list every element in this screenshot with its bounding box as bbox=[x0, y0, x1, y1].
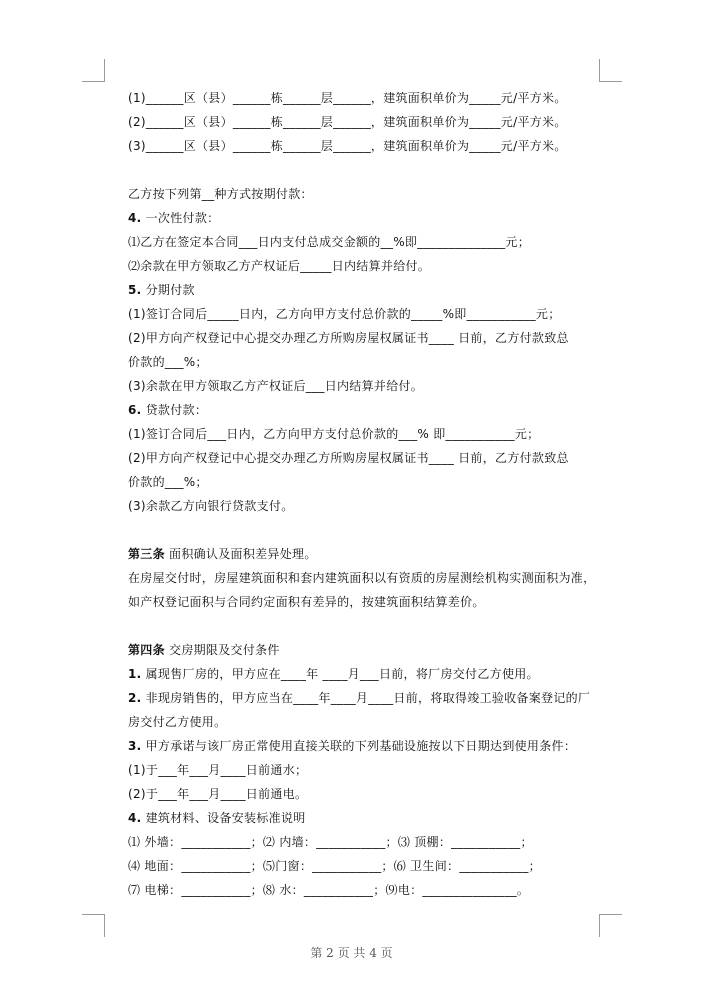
document-line: (2)于___年___月____日前通电。 bbox=[128, 787, 308, 801]
document-line bbox=[128, 686, 591, 710]
blank-line bbox=[128, 518, 578, 542]
section-heading-prefix: 5. bbox=[128, 283, 142, 297]
document-line bbox=[128, 638, 578, 662]
line-text: 建筑材料、设备安装标准说明 bbox=[141, 811, 306, 825]
document-line: ⑵余款在甲方领取乙方产权证后_____日内结算并给付。 bbox=[128, 259, 431, 273]
document-line: 如产权登记面积与合同约定面积有差异的，按建筑面积结算差价。 bbox=[128, 595, 485, 609]
document-line: ⑷ 地面：___________；⑸门窗：___________；⑹ 卫生间：___________； bbox=[128, 859, 541, 873]
document-line bbox=[128, 542, 578, 566]
document-line: 房交付乙方使用。 bbox=[128, 715, 227, 729]
document-line: 乙方按下列第__种方式按期付款： bbox=[128, 187, 313, 201]
document-line bbox=[128, 662, 578, 686]
document-line: (3)______区（县）______栋______层______，建筑面积单价为_____元/平方米。 bbox=[128, 139, 567, 153]
document-line: ⑴ 外墙：___________；⑵ 内墙：___________；⑶ 顶棚：___________； bbox=[128, 835, 533, 849]
document-line bbox=[128, 734, 578, 758]
line-text: 属现售厂房的，甲方应在____年 ____月___日前，将厂房交付乙方使用。 bbox=[141, 667, 539, 681]
line-text: 分期付款 bbox=[141, 283, 195, 297]
document-line: (3)余款在甲方领取乙方产权证后___日内结算并给付。 bbox=[128, 379, 424, 393]
crop-mark-bottom-left bbox=[82, 914, 105, 937]
document-line: (1)______区（县）______栋______层______，建筑面积单价为_____元/平方米。 bbox=[128, 91, 567, 105]
document-line bbox=[128, 278, 578, 302]
document-line: ⑴乙方在签定本合同___日内支付总成交金额的__%即______________元； bbox=[128, 235, 531, 249]
page-footer bbox=[0, 944, 703, 961]
document-line: (1)签订合同后___日内，乙方向甲方支付总价款的___% 即___________元； bbox=[128, 427, 540, 441]
document-line: ⑺ 电梯：___________；⑻ 水：___________；⑼电：_______________。 bbox=[128, 883, 530, 897]
crop-mark-top-left bbox=[82, 59, 105, 82]
document-line: (2)甲方向产权登记中心提交办理乙方所购房屋权属证书____ 日前，乙方付款致总 bbox=[128, 451, 569, 465]
line-text: 非现房销售的，甲方应当在____年____月____日前，将取得竣工验收备案登记的厂 bbox=[141, 691, 591, 705]
crop-mark-bottom-right bbox=[599, 914, 622, 937]
document-line: (2)甲方向产权登记中心提交办理乙方所购房屋权属证书____ 日前，乙方付款致总 bbox=[128, 331, 569, 345]
document-line: (2)______区（县）______栋______层______，建筑面积单价为_____元/平方米。 bbox=[128, 115, 567, 129]
line-text: 面积确认及面积差异处理。 bbox=[164, 547, 317, 561]
document-line: (1)签订合同后_____日内，乙方向甲方支付总价款的_____%即___________元； bbox=[128, 307, 561, 321]
line-text: 一次性付款： bbox=[141, 211, 220, 225]
blank-line bbox=[128, 158, 578, 182]
document-body bbox=[128, 86, 596, 902]
section-heading-prefix: 3. bbox=[128, 739, 142, 753]
section-heading-prefix: 6. bbox=[128, 403, 142, 417]
section-heading-prefix: 第四条 bbox=[128, 643, 165, 657]
page-number-label: 第 2 页 共 4 页 bbox=[310, 946, 393, 960]
section-heading-prefix: 第三条 bbox=[128, 547, 165, 561]
document-line bbox=[128, 398, 578, 422]
line-text: 贷款付款： bbox=[141, 403, 208, 417]
line-text: 甲方承诺与该厂房正常使用直接关联的下列基础设施按以下日期达到使用条件： bbox=[141, 739, 577, 753]
document-line bbox=[128, 806, 578, 830]
document-line: 价款的___%； bbox=[128, 475, 208, 489]
section-heading-prefix: 4. bbox=[128, 811, 142, 825]
crop-mark-top-right bbox=[599, 59, 622, 82]
section-heading-prefix: 4. bbox=[128, 211, 142, 225]
section-heading-prefix: 1. bbox=[128, 667, 142, 681]
document-line: 价款的___%； bbox=[128, 355, 208, 369]
document-line: (1)于___年___月____日前通水； bbox=[128, 763, 308, 777]
document-line: 在房屋交付时，房屋建筑面积和套内建筑面积以有资质的房屋测绘机构实测面积为准， bbox=[128, 571, 596, 585]
section-heading-prefix: 2. bbox=[128, 691, 142, 705]
document-line: (3)余款乙方向银行贷款支付。 bbox=[128, 499, 294, 513]
line-text: 交房期限及交付条件 bbox=[164, 643, 280, 657]
blank-line bbox=[128, 614, 578, 638]
document-line bbox=[128, 206, 578, 230]
